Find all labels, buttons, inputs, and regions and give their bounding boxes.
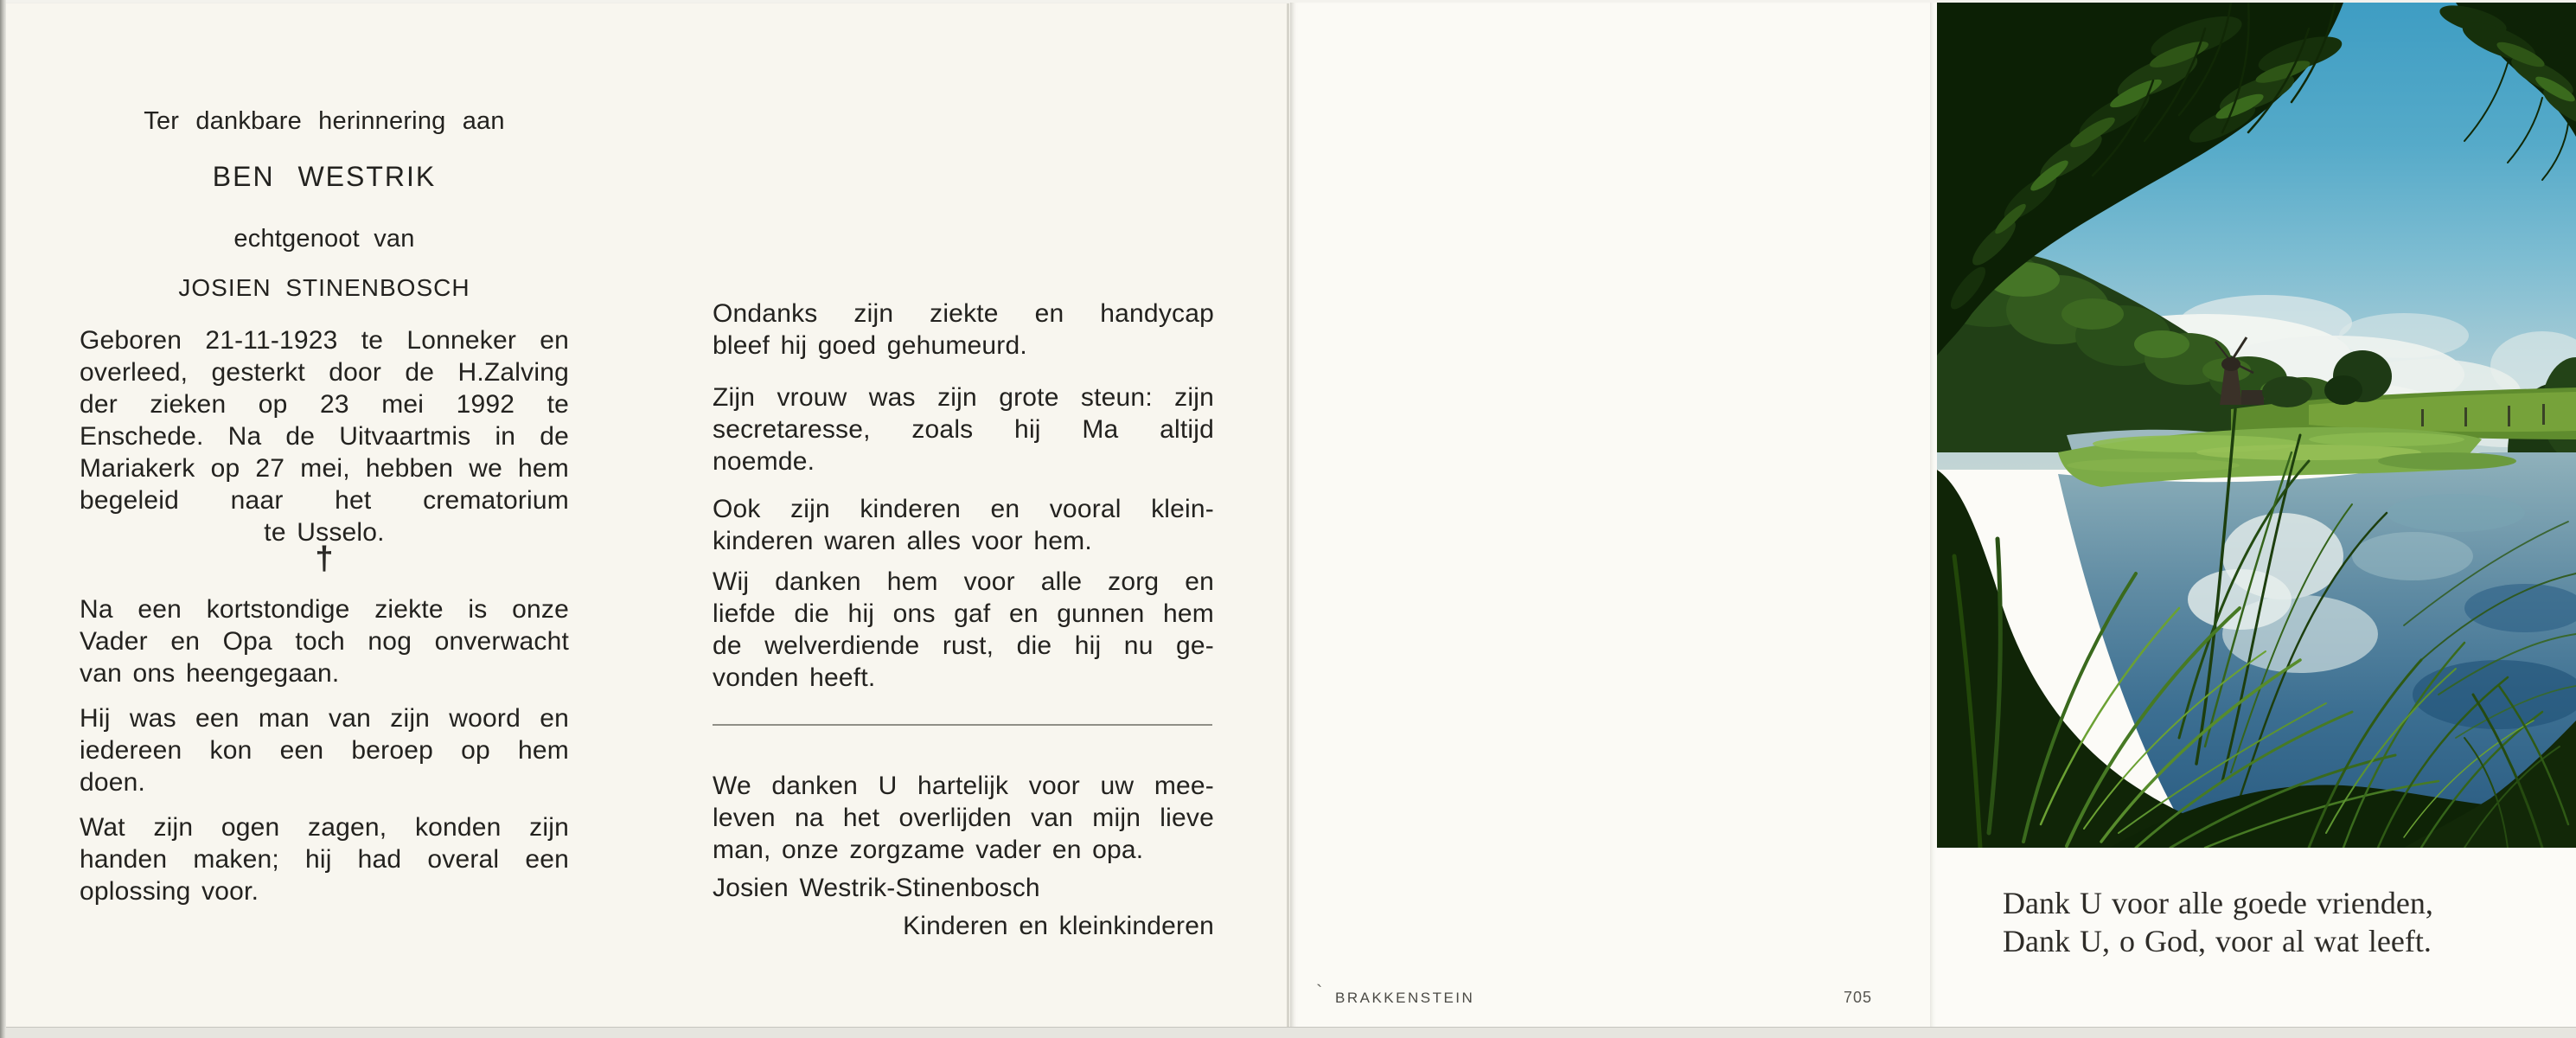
inner-pages: [5, 3, 1290, 1031]
divider-rule: [713, 724, 1212, 726]
landscape-photo: [1937, 3, 2576, 848]
memorial-paragraph: Na een kortstondige ziekte is onze Vader en Opa toch nog onverwacht van ons heengegaan.: [80, 595, 569, 688]
intro-line: Ter dankbare herinnering aan: [144, 107, 505, 135]
memorial-paragraph: Hij was een man van zijn woord en iedereen kon een beroep op hem doen.: [80, 704, 569, 797]
scan-edge-bottom: [0, 1027, 2576, 1038]
printer-name: BRAKKENSTEIN: [1335, 990, 1475, 1006]
signature-family: Kinderen en kleinkinderen: [903, 912, 1214, 940]
back-panel: [1290, 2, 1930, 1036]
page-seam: [1287, 3, 1289, 1035]
memorial-paragraph: Ook zijn kinderen en vooral klein- kinderen waren alles voor hem.: [713, 495, 1214, 555]
print-number: 705: [1844, 989, 1873, 1006]
memorial-paragraph: Ondanks zijn ziekte en handycap bleef hij goed gehumeurd.: [713, 299, 1214, 360]
scan-edge-left: [0, 0, 6, 1038]
left-text-column: [80, 3, 569, 1031]
spouse-name: JOSIEN STINENBOSCH: [178, 274, 470, 301]
water: [2058, 430, 2576, 848]
deceased-name: BEN WESTRIK: [212, 161, 437, 192]
memorial-paragraph: Zijn vrouw was zijn grote steun: zijn secretaresse, zoals hij Ma altijd noemde.: [713, 383, 1214, 476]
thanks-paragraph: We danken U hartelijk voor uw mee- leven na het overlijden van mijn lieve man, onze zorgzame vader en opa.: [713, 772, 1214, 864]
signature-widow: Josien Westrik-Stinenbosch: [713, 874, 1040, 902]
right-text-column: [713, 3, 1214, 1031]
print-speck: `: [1316, 981, 1323, 1003]
front-panel: [1930, 0, 2576, 1038]
memorial-paragraph: Wij danken hem voor alle zorg en liefde die hij ons gaf en gunnen hem de welverdiende rust, die hij nu ge- vonden heeft.: [713, 567, 1214, 692]
relation-line: echtgenoot van: [233, 225, 415, 253]
scan-edge-top: [0, 0, 2576, 3]
life-paragraph: Geboren 21-11-1923 te Lonneker en overleed, gesterkt door de H.Zalving der zieken op 23 mei 1992 te Enschede. Na de Uitvaartmis in de Mariakerk op 27 mei, hebben we hem begeleid naar het crematorium te Usselo.: [80, 326, 569, 547]
memorial-paragraph: Wat zijn ogen zagen, konden zijn handen maken; hij had overal een oplossing voor.: [80, 813, 569, 906]
photo-caption-verse: Dank U voor alle goede vrienden, Dank U, o God, voor al wat leeft.: [2003, 886, 2433, 958]
cross-symbol: †: [315, 541, 334, 577]
